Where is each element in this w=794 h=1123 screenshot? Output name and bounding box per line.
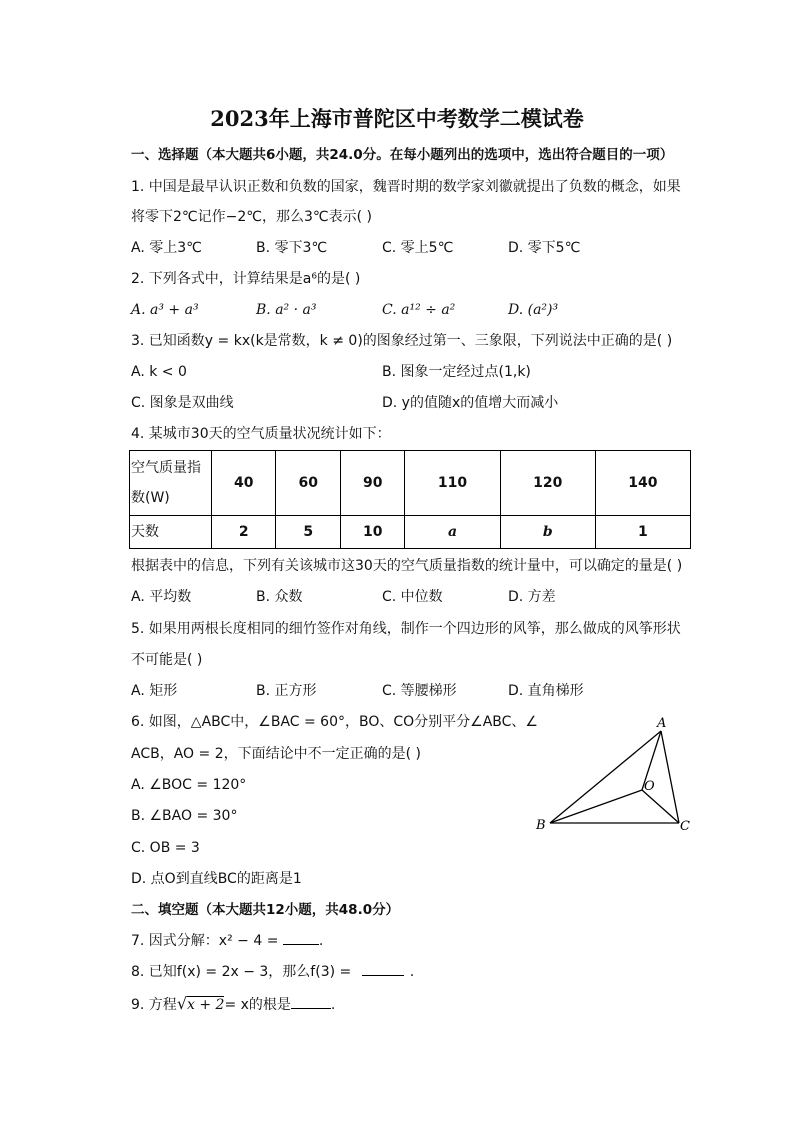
table-row-header-days: 天数 [130, 516, 212, 549]
vertex-label-a: A [657, 716, 667, 731]
table-cell: 110 [405, 451, 500, 516]
table-row-header-index: 空气质量指数(W) [130, 451, 212, 516]
q4-option-a: A. 平均数 [131, 589, 192, 605]
q6-option-c: C. OB = 3 [131, 840, 200, 856]
q9-stem-pre: 9. 方程 [131, 997, 177, 1013]
q5-option-d: D. 直角梯形 [508, 683, 584, 699]
q9-answer-blank [291, 1008, 331, 1009]
q3-option-d: D. y的值随x的值增大而减小 [382, 395, 559, 411]
q2-option-c: C. a¹² ÷ a² [382, 302, 456, 318]
q3-stem: 3. 已知函数y = kx(k是常数，k ≠ 0)的图象经过第一、三象限，下列说法中正确的是( ) [131, 333, 673, 349]
vertex-label-c: C [680, 819, 690, 834]
q4-option-d: D. 方差 [508, 589, 556, 605]
triangle-figure [530, 710, 700, 840]
segment-bo [550, 790, 642, 823]
air-quality-table [129, 450, 691, 549]
vertex-label-o: O [644, 779, 655, 794]
q3-option-a: A. k < 0 [131, 364, 187, 380]
q2-option-d: D. (a²)³ [508, 302, 559, 318]
q3-option-b: B. 图象一定经过点(1,k) [382, 364, 531, 380]
q9-period: . [330, 997, 336, 1013]
table-cell: a [405, 516, 500, 549]
q8-period: . [409, 964, 415, 980]
q7-stem: 7. 因式分解：x² − 4 = [131, 933, 279, 949]
table-cell: 40 [212, 451, 276, 516]
q6-option-b: B. ∠BAO = 30° [131, 808, 238, 824]
q4-option-b: B. 众数 [256, 589, 303, 605]
q9-stem-post: = x的根是 [224, 997, 291, 1013]
q5-option-c: C. 等腰梯形 [382, 683, 457, 699]
table-cell: 60 [276, 451, 340, 516]
q8-answer-blank [362, 975, 404, 976]
q2-option-b: B. a² · a³ [256, 302, 317, 318]
table-row [130, 516, 691, 549]
q1-option-a: A. 零上3℃ [131, 240, 202, 256]
table-cell: 90 [340, 451, 404, 516]
q8-line [131, 962, 414, 982]
table-cell: 5 [276, 516, 340, 549]
q8-stem: 8. 已知f(x) = 2x − 3，那么f(3) = [131, 964, 352, 980]
q7-line [131, 931, 323, 951]
q4-question: 根据表中的信息，下列有关该城市这30天的空气质量指数的统计量中，可以确定的量是( ) [131, 558, 683, 574]
table-row [130, 451, 691, 516]
q5-stem-line2: 不可能是( ) [131, 652, 203, 668]
q2-stem: 2. 下列各式中，计算结果是a⁶的是( ) [131, 271, 361, 287]
q9-line [131, 994, 335, 1015]
vertex-label-b: B [536, 818, 546, 833]
q5-option-b: B. 正方形 [256, 683, 317, 699]
table-cell: 120 [500, 451, 595, 516]
q1-option-d: D. 零下5℃ [508, 240, 581, 256]
q6-stem-line1: 6. 如图，△ABC中，∠BAC = 60°，BO、CO分别平分∠ABC、∠ [131, 714, 538, 730]
q9-radicand: x + 2 [187, 997, 225, 1013]
table-cell: 10 [340, 516, 404, 549]
q7-answer-blank [283, 944, 319, 945]
q1-stem-line2: 将零下2℃记作−2℃，那么3℃表示( ) [131, 209, 372, 225]
table-cell: 140 [595, 451, 690, 516]
q3-option-c: C. 图象是双曲线 [131, 395, 234, 411]
q4-stem: 4. 某城市30天的空气质量状况统计如下： [131, 426, 391, 442]
q5-stem-line1: 5. 如果用两根长度相同的细竹签作对角线，制作一个四边形的风筝，那么做成的风筝形状 [131, 621, 681, 637]
q1-option-c: C. 零上5℃ [382, 240, 454, 256]
q1-option-b: B. 零下3℃ [256, 240, 328, 256]
q6-option-d: D. 点O到直线BC的距离是1 [131, 871, 302, 887]
q6-option-a: A. ∠BOC = 120° [131, 777, 247, 793]
sqrt-symbol: √ [176, 994, 188, 1013]
table-cell: b [500, 516, 595, 549]
table-cell: 1 [595, 516, 690, 549]
page-title: 2023年上海市普陀区中考数学二模试卷 [210, 106, 584, 131]
q5-option-a: A. 矩形 [131, 683, 178, 699]
section-choice-header: 一、选择题（本大题共6小题，共24.0分。在每小题列出的选项中，选出符合题目的一项） [131, 147, 674, 163]
segment-ab [550, 731, 661, 823]
section-fill-header: 二、填空题（本大题共12小题，共48.0分） [131, 902, 400, 918]
q7-period: . [318, 933, 324, 949]
q2-option-a: A. a³ + a³ [131, 302, 199, 318]
q6-stem-line2: ACB，AO = 2，下面结论中不一定正确的是( ) [131, 746, 421, 762]
q1-stem-line1: 1. 中国是最早认识正数和负数的国家，魏晋时期的数学家刘徽就提出了负数的概念，如果 [131, 179, 681, 195]
table-cell: 2 [212, 516, 276, 549]
q4-option-c: C. 中位数 [382, 589, 443, 605]
